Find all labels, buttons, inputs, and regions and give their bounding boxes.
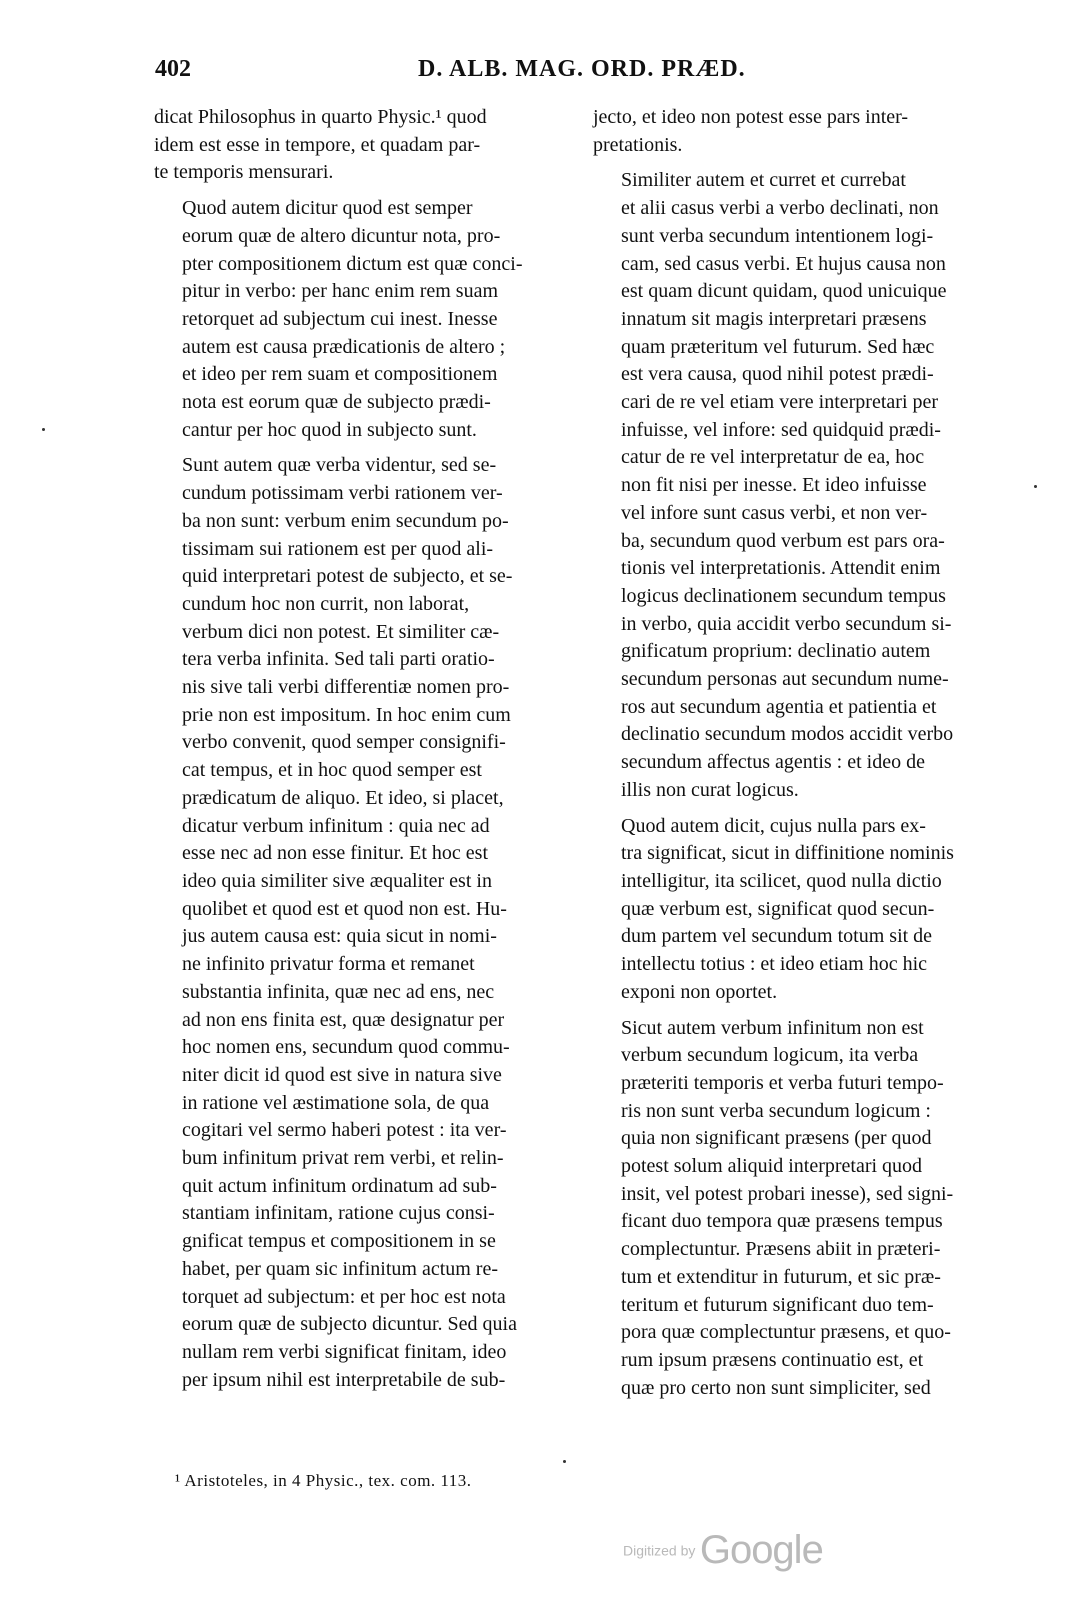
running-head: D. ALB. MAG. ORD. PRÆD.: [418, 56, 746, 82]
right-column: [593, 104, 1003, 1410]
text-line: ideo quia similiter sive æqualiter est in: [182, 869, 492, 892]
text-line: stantiam infinitam, ratione cujus consi-: [182, 1202, 495, 1225]
margin-mark: [563, 1460, 566, 1463]
text-line: te temporis mensurari.: [154, 161, 334, 184]
paragraph: [593, 813, 1003, 1007]
text-line: dicat Philosophus in quarto Physic.¹ quod: [154, 106, 487, 128]
text-line: tissimam sui rationem est per quod ali-: [182, 537, 494, 560]
text-line: eorum quæ de subjecto dicuntur. Sed quia: [182, 1313, 517, 1336]
text-line: autem est causa prædicationis de altero ;: [182, 335, 506, 358]
text-line: gnificat tempus et compositionem in se: [182, 1230, 496, 1253]
text-line: est quam dicunt quidam, quod unicuique: [621, 280, 947, 303]
text-line: et ideo per rem suam et compositionem: [182, 363, 498, 386]
text-line: pora quæ complectuntur præsens, et quo-: [621, 1321, 951, 1344]
text-line: gnificatum proprium: declinatio autem: [621, 640, 931, 663]
text-line: quam præteritum vel futurum. Sed hæc: [621, 335, 935, 358]
text-line: prædicatum de aliquo. Et ideo, si placet,: [182, 786, 504, 809]
text-line: nis sive tali verbi differentiæ nomen pro-: [182, 676, 510, 699]
text-line: in verbo, quia accidit verbo secundum si-: [621, 612, 952, 635]
text-line: ba non sunt: verbum enim secundum po-: [182, 509, 509, 532]
text-line: jus autem causa est: quia sicut in nomi-: [182, 925, 497, 948]
text-line: quia non significant præsens (per quod: [621, 1127, 932, 1150]
text-line: exponi non oportet.: [621, 980, 778, 1003]
left-column: [154, 104, 564, 1402]
text-line: verbum dici non potest. Et similiter cæ-: [182, 620, 500, 643]
text-line: ros aut secundum agentia et patientia et: [621, 695, 937, 718]
text-line: cogitari vel sermo haberi potest : ita ver-: [182, 1119, 507, 1142]
text-line: pter compositionem dictum est quæ conci-: [182, 252, 523, 275]
text-line: est vera causa, quod nihil potest prædi-: [621, 363, 934, 386]
text-line: eorum quæ de altero dicuntur nota, pro-: [182, 224, 501, 247]
text-line: Quod autem dicit, cujus nulla pars ex-: [621, 814, 926, 837]
text-line: substantia infinita, quæ nec ad ens, nec: [182, 980, 495, 1003]
text-line: innatum sit magis interpretari præsens: [621, 307, 927, 330]
text-line: torquet ad subjectum: et per hoc est nota: [182, 1285, 506, 1308]
text-line: pretationis.: [593, 133, 683, 156]
paragraph: [154, 452, 564, 1394]
text-line: cundum potissimam verbi rationem ver-: [182, 482, 503, 505]
text-line: sunt verba secundum intentionem logi-: [621, 224, 934, 247]
margin-mark: [1034, 485, 1037, 488]
text-line: ris non sunt verba secundum logicum :: [621, 1099, 931, 1122]
text-line: vel infore sunt casus verbi, et non ver-: [621, 501, 928, 524]
text-line: niter dicit id quod est sive in natura sive: [182, 1063, 502, 1086]
text-line: infuisse, vel infore: sed quidquid prædi-: [621, 418, 941, 441]
text-line: tera verba infinita. Sed tali parti oratio-: [182, 648, 495, 671]
text-line: logicus declinationem secundum tempus: [621, 584, 946, 607]
page-header: [0, 56, 1076, 86]
paragraph: [154, 195, 564, 444]
text-line: idem est esse in tempore, et quadam par-: [154, 133, 481, 156]
text-line: Quod autem dicitur quod est semper: [182, 197, 473, 220]
text-line: jecto, et ideo non potest esse pars inter-: [593, 106, 909, 128]
text-line: tra significat, sicut in diffinitione nominis: [621, 842, 954, 865]
text-line: non fit nisi per inesse. Et ideo infuisse: [621, 474, 927, 497]
watermark-prefix: Digitized by: [623, 1542, 696, 1559]
text-line: verbo convenit, quod semper consignifi-: [182, 731, 506, 754]
text-line: dum partem vel secundum totum sit de: [621, 925, 933, 948]
paragraph: [593, 104, 1003, 159]
text-line: ficant duo tempora quæ præsens tempus: [621, 1210, 943, 1233]
digitized-watermark: [623, 1528, 823, 1573]
text-line: bum infinitum privat rem verbi, et relin-: [182, 1147, 504, 1170]
paragraph: [593, 167, 1003, 804]
text-line: tionis vel interpretationis. Attendit enim: [621, 557, 941, 580]
text-line: et alii casus verbi a verbo declinati, non: [621, 197, 939, 220]
text-line: illis non curat logicus.: [621, 778, 799, 801]
text-line: quæ verbum est, significat quod secun-: [621, 897, 935, 920]
text-line: teritum et futurum significant duo tem-: [621, 1293, 934, 1316]
text-line: catur de re vel interpretatur de ea, hoc: [621, 446, 925, 469]
text-line: secundum affectus agentis : et ideo de: [621, 751, 925, 774]
text-line: Similiter autem et curret et currebat: [621, 169, 906, 192]
text-line: complectuntur. Præsens abiit in præteri-: [621, 1238, 941, 1261]
text-line: cundum hoc non currit, non laborat,: [182, 592, 470, 615]
text-line: pitur in verbo: per hanc enim rem suam: [182, 280, 499, 303]
text-line: tum et extenditur in futurum, et sic præ-: [621, 1265, 941, 1288]
page-number: 402: [155, 56, 191, 82]
text-line: ba, secundum quod verbum est pars ora-: [621, 529, 945, 552]
text-line: retorquet ad subjectum cui inest. Inesse: [182, 307, 498, 330]
text-line: verbum secundum logicum, ita verba: [621, 1044, 919, 1067]
text-line: in ratione vel æstimatione sola, de qua: [182, 1091, 490, 1114]
text-line: dicatur verbum infinitum : quia nec ad: [182, 814, 490, 837]
text-line: intelligitur, ita scilicet, quod nulla dictio: [621, 869, 942, 892]
text-line: nullam rem verbi significat finitam, ideo: [182, 1340, 507, 1363]
text-line: quæ pro certo non sunt simpliciter, sed: [621, 1376, 931, 1399]
text-line: quid interpretari potest de subjecto, et se-: [182, 565, 513, 588]
text-line: insit, vel potest probari inesse), sed signi-: [621, 1182, 954, 1205]
text-line: Sicut autem verbum infinitum non est: [621, 1016, 924, 1039]
text-line: esse nec ad non esse finitur. Et hoc est: [182, 842, 489, 865]
text-line: cari de re vel etiam vere interpretari per: [621, 391, 939, 414]
text-line: rum ipsum præsens continuatio est, et: [621, 1348, 924, 1371]
text-line: Sunt autem quæ verba videntur, sed se-: [182, 454, 497, 477]
paragraph: [593, 1015, 1003, 1403]
paragraph: [154, 104, 564, 187]
text-line: cat tempus, et in hoc quod semper est: [182, 759, 482, 782]
text-line: prie non est impositum. In hoc enim cum: [182, 703, 511, 726]
text-line: ne infinito privatur forma et remanet: [182, 953, 475, 976]
text-line: præteriti temporis et verba futuri tempo-: [621, 1071, 944, 1094]
text-line: intellectu totius : et ideo etiam hoc hic: [621, 953, 928, 976]
text-line: cantur per hoc quod in subjecto sunt.: [182, 418, 477, 441]
text-line: per ipsum nihil est interpretabile de sub-: [182, 1368, 506, 1391]
footnote: ¹ Aristoteles, in 4 Physic., tex. com. 113.: [175, 1471, 472, 1490]
text-line: quit actum infinitum ordinatum ad sub-: [182, 1174, 497, 1197]
google-logo: Google: [699, 1528, 823, 1572]
text-line: potest solum aliquid interpretari quod: [621, 1155, 923, 1178]
text-line: nota est eorum quæ de subjecto prædi-: [182, 391, 491, 414]
text-line: hoc nomen ens, secundum quod commu-: [182, 1036, 510, 1059]
text-line: secundum personas aut secundum nume-: [621, 668, 949, 691]
text-line: habet, per quam sic infinitum actum re-: [182, 1257, 499, 1280]
margin-mark: [42, 428, 45, 431]
text-line: quolibet et quod est et quod non est. Hu-: [182, 897, 507, 920]
text-line: cam, sed casus verbi. Et hujus causa non: [621, 252, 946, 275]
text-line: ad non ens finita est, quæ designatur per: [182, 1008, 505, 1031]
text-line: declinatio secundum modos accidit verbo: [621, 723, 954, 746]
